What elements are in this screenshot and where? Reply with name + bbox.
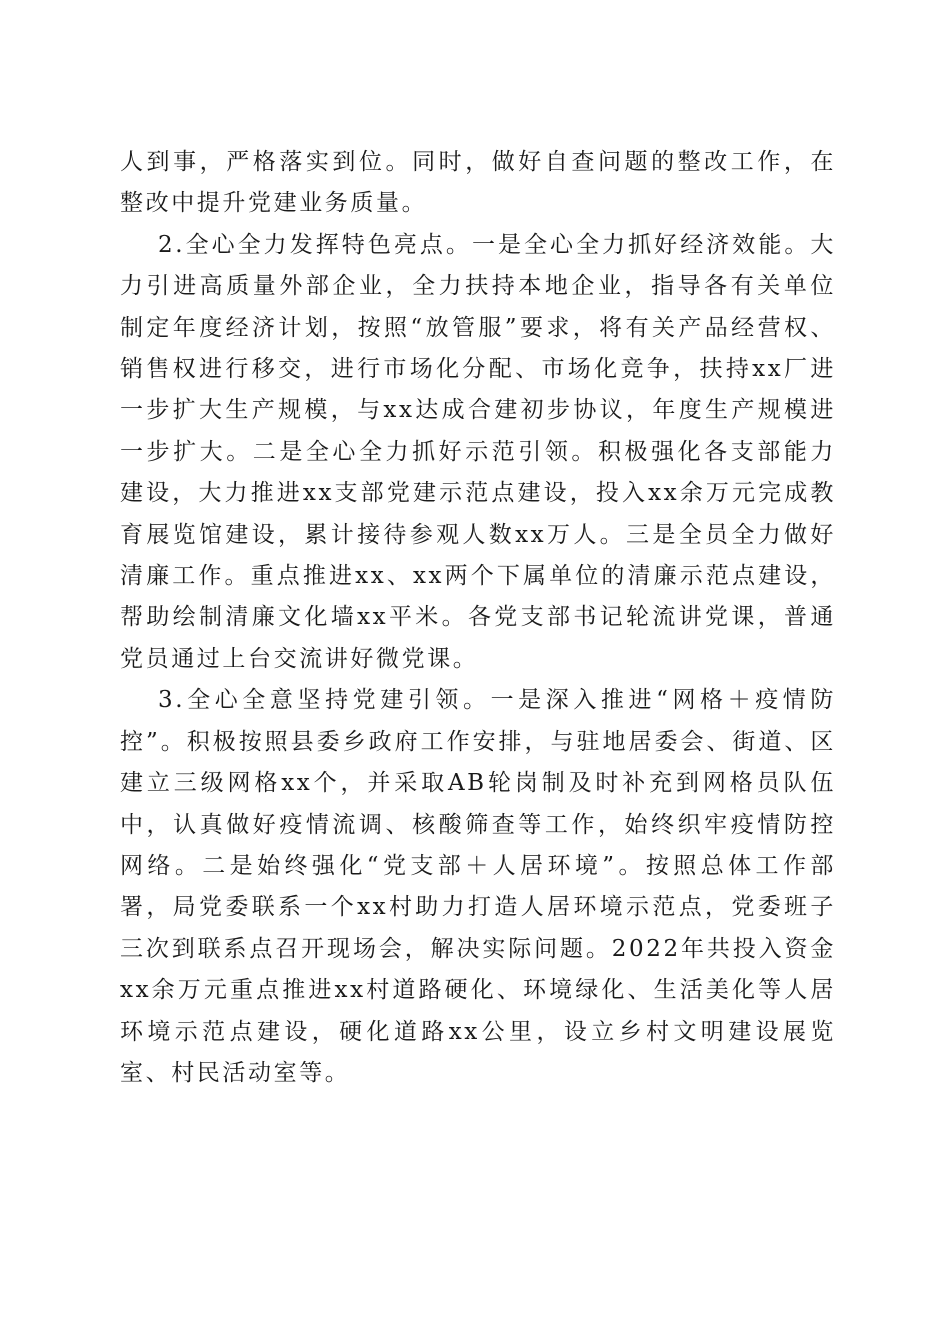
paragraph-item-3: 3.全心全意坚持党建引领。一是深入推进“网格＋疫情防控”。积极按照县委乡政府工作安排，与驻地居委会、街道、区建立三级网格xx个，并采取AB轮岗制及时补充到网格员队伍中，认真做好疫情流调、核酸筛查等工作，始终织牢疫情防控网络。二是始终强化“党支部＋人居环境”。按照总体工作部署，局党委联系一个xx村助力打造人居环境示范点，党委班子三次到联系点召开现场会，解决实际问题。2022年共投入资金xx余万元重点推进xx村道路硬化、环境绿化、生活美化等人居环境示范点建设，硬化道路xx公里，设立乡村文明建设展览室、村民活动室等。 xyxy=(120,687,836,1086)
paragraph-continuation: 人到事，严格落实到位。同时，做好自查问题的整改工作，在整改中提升党建业务质量。 xyxy=(120,149,836,217)
paragraph-item-2: 2.全心全力发挥特色亮点。一是全心全力抓好经济效能。大力引进高质量外部企业，全力扶持本地企业，指导各有关单位制定年度经济计划，按照“放管服”要求，将有关产品经营权、销售权进行移交，进行市场化分配、市场化竞争，扶持xx厂进一步扩大生产规模，与xx达成合建初步协议，年度生产规模进一步扩大。二是全心全力抓好示范引领。积极强化各支部能力建设，大力推进xx支部党建示范点建设，投入xx余万元完成教育展览馆建设，累计接待参观人数xx万人。三是全员全力做好清廉工作。重点推进xx、xx两个下属单位的清廉示范点建设，帮助绘制清廉文化墙xx平米。各党支部书记轮流讲党课，普通党员通过上台交流讲好微党课。 xyxy=(120,231,836,672)
document-body xyxy=(120,142,836,1094)
